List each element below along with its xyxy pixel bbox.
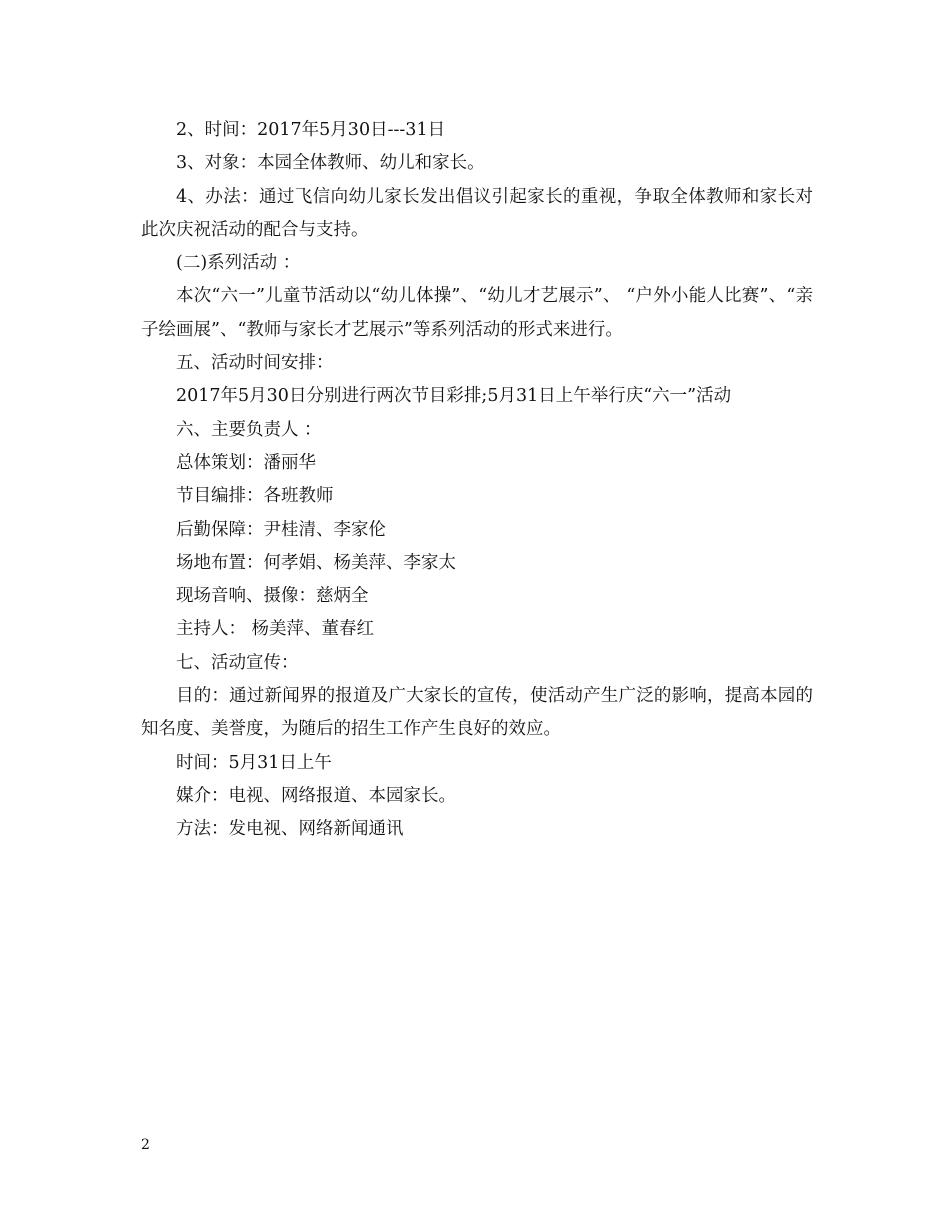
paragraph-program-arrangement: 节目编排：各班教师 [176,486,334,507]
paragraph-publicity-time: 时间：5月31日上午 [176,752,332,773]
paragraph-audio-video: 现场音响、摄像：慈炳全 [176,586,369,607]
paragraph-schedule: 2017年5月30日分别进行两次节目彩排;5月31日上午举行庆“六一”活动 [176,386,732,407]
paragraph-logistics: 后勤保障：尹桂清、李家伦 [176,519,386,540]
paragraph-time: 2、时间：2017年5月30日---31日 [176,120,446,140]
paragraph-audience: 3、对象：本园全体教师、幼儿和家长。 [176,153,485,174]
paragraph-hosts: 主持人： 杨美萍、董春红 [176,619,375,640]
paragraph-series-activities: 本次“六一”儿童节活动以“幼儿体操”、“幼儿才艺展示”、 “户外小能人比赛”、“亲子绘画展”、“教师与家长才艺展示”等系列活动的形式来进行。 [141,286,813,340]
document-body [141,114,813,847]
section-heading-series-activities: (二)系列活动 ： [176,253,301,274]
paragraph-method: 4、办法：通过飞信向幼儿家长发出倡议引起家长的重视，争取全体教师和家长对此次庆祝活动的配合与支持。 [141,186,813,240]
paragraph-media: 媒介：电视、网络报道、本园家长。 [176,785,456,806]
section-heading-schedule: 五、活动时间安排： [176,353,334,374]
paragraph-overall-planning: 总体策划：潘丽华 [176,452,316,473]
paragraph-publicity-method: 方法：发电视、网络新闻通讯 [176,819,404,840]
paragraph-purpose: 目的：通过新闻界的报道及广大家长的宣传，使活动产生广泛的影响，提高本园的知名度、美誉度，为随后的招生工作产生良好的效应。 [141,686,813,740]
section-heading-responsible-persons: 六、主要负责人 ： [176,419,322,440]
paragraph-venue-layout: 场地布置：何孝娟、杨美萍、李家太 [176,552,456,573]
page-number: 2 [141,1137,150,1153]
section-heading-publicity: 七、活动宣传： [176,652,299,673]
